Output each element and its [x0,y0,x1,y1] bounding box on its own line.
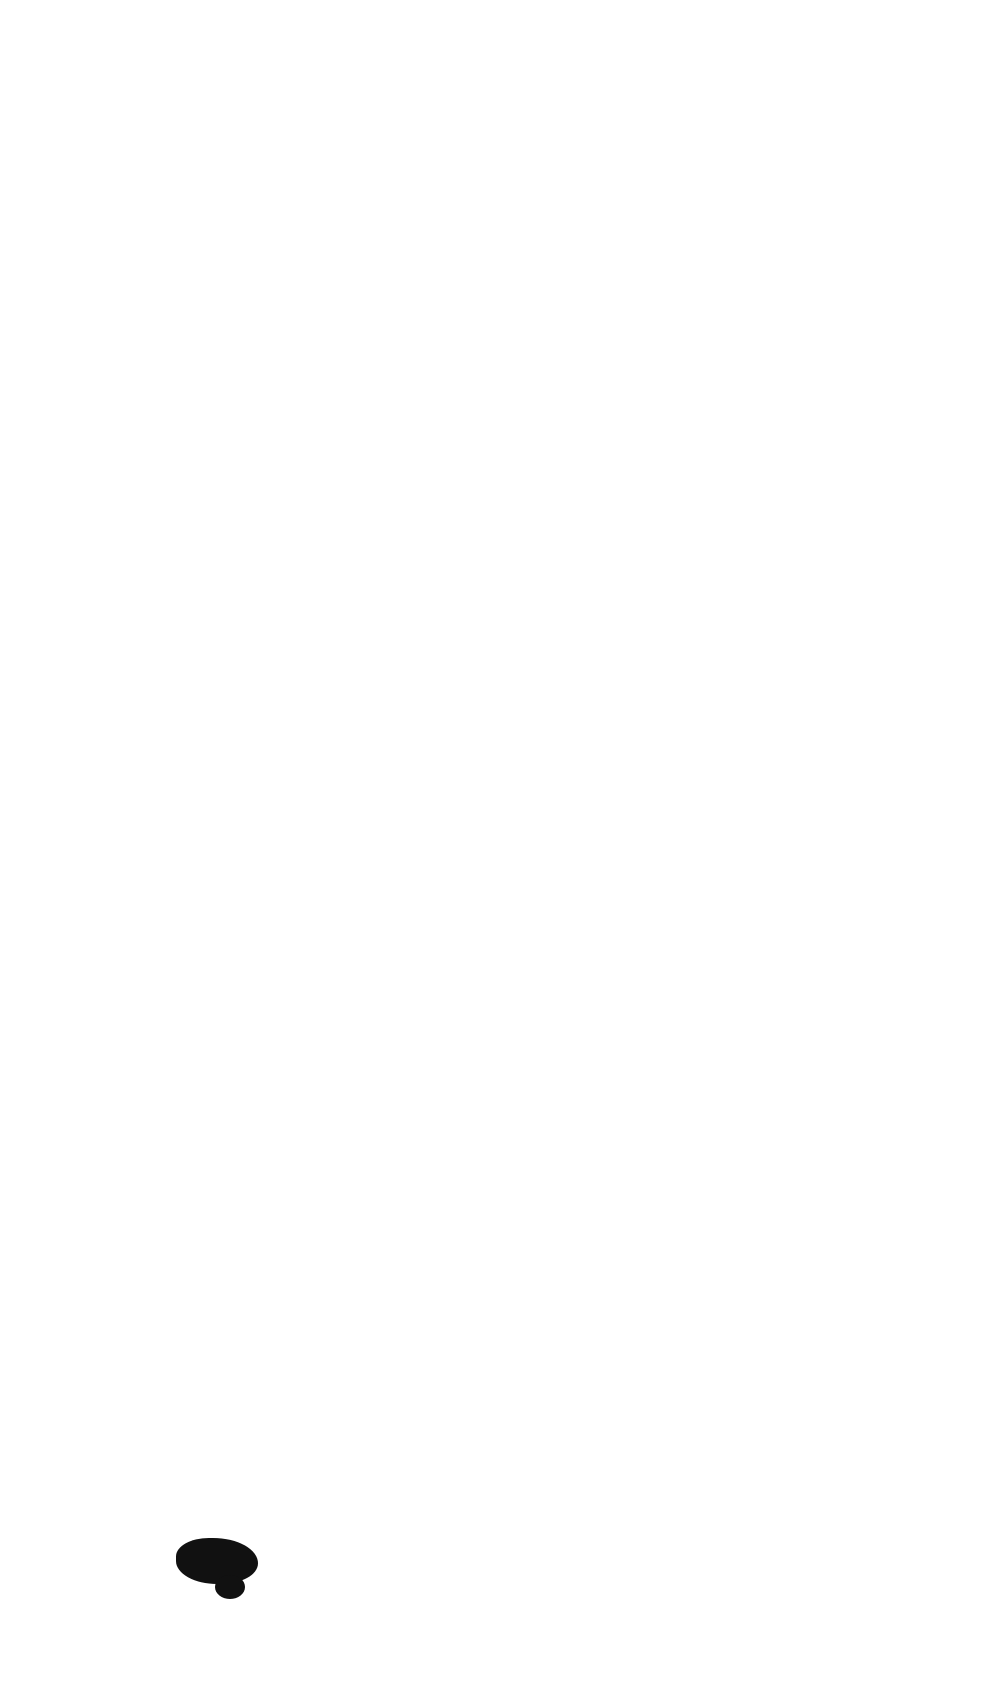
ink-blot [176,1538,258,1584]
ink-blot-drip [215,1575,245,1599]
running-header [190,28,840,68]
